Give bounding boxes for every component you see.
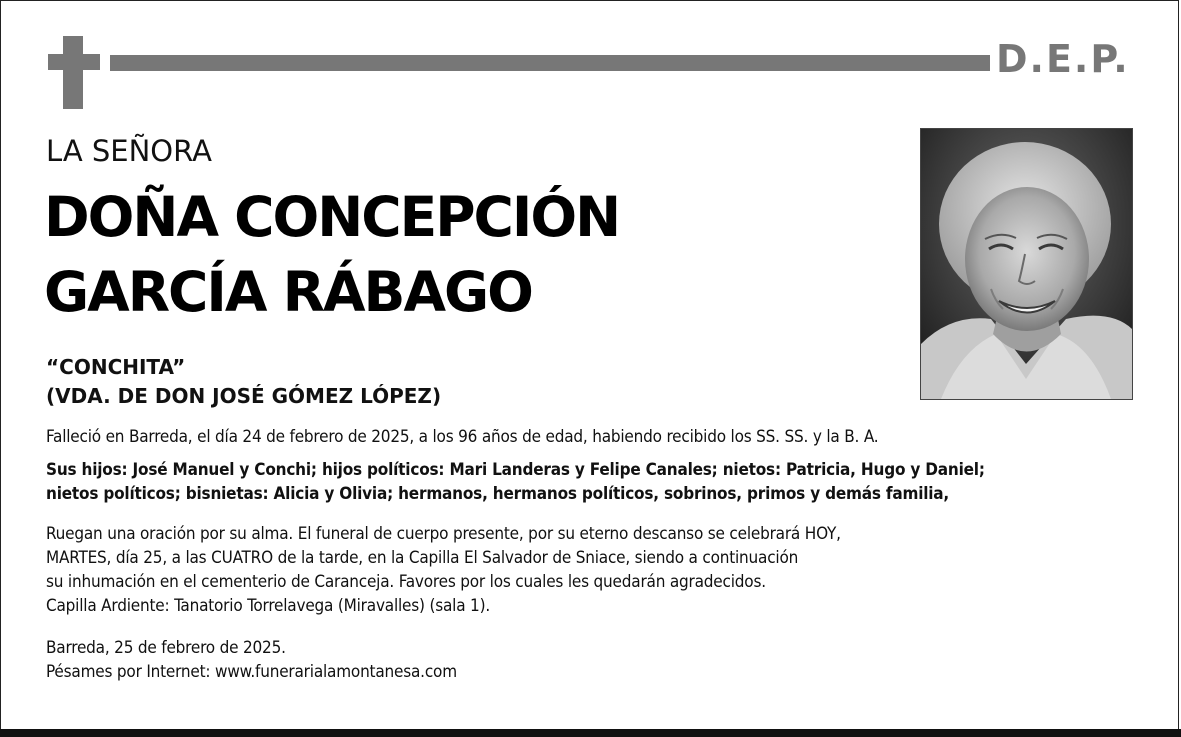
funeral-details xyxy=(46,522,841,618)
death-notice: Falleció en Barreda, el día 24 de febrero de 2025, a los 96 años de edad, habiendo recibido los SS. SS. y la B. A. xyxy=(46,427,879,447)
deceased-name xyxy=(44,180,619,330)
condolences-web: Pésames por Internet: www.funerarialamontanesa.com xyxy=(46,662,457,682)
widow-of: (VDA. DE DON JOSÉ GÓMEZ LÓPEZ) xyxy=(46,384,442,408)
cross-icon xyxy=(48,36,100,109)
funeral-line: Ruegan una oración por su alma. El funeral de cuerpo presente, por su eterno descanso se celebrará HOY, xyxy=(46,524,841,544)
name-line-1: DOÑA CONCEPCIÓN xyxy=(44,185,620,249)
honorific: LA SEÑORA xyxy=(46,134,212,168)
bottom-rule xyxy=(0,729,1181,737)
funeral-line: MARTES, día 25, a las CUATRO de la tarde, en la Capilla El Salvador de Sniace, siendo a continuación xyxy=(46,548,799,568)
closing-block xyxy=(46,636,457,684)
nickname: “CONCHITA” xyxy=(46,355,186,379)
portrait-image xyxy=(921,129,1132,399)
nickname-block xyxy=(46,353,441,411)
dep-label: D.E.P. xyxy=(996,37,1130,81)
header-rule xyxy=(110,55,990,71)
family-line: Sus hijos: José Manuel y Conchi; hijos políticos: Mari Landeras y Felipe Canales; nietos: Patricia, Hugo y Daniel; xyxy=(46,460,985,480)
family-list xyxy=(46,458,985,506)
funeral-line: Capilla Ardiente: Tanatorio Torrelavega (Miravalles) (sala 1). xyxy=(46,596,491,616)
family-line: nietos políticos; bisnietas: Alicia y Olivia; hermanos, hermanos políticos, sobrinos, primos y demás familia, xyxy=(46,484,950,504)
funeral-line: su inhumación en el cementerio de Caranceja. Favores por los cuales les quedarán agradecidos. xyxy=(46,572,766,592)
place-date: Barreda, 25 de febrero de 2025. xyxy=(46,638,286,658)
name-line-2: GARCÍA RÁBAGO xyxy=(44,260,532,324)
portrait-photo xyxy=(920,128,1133,400)
